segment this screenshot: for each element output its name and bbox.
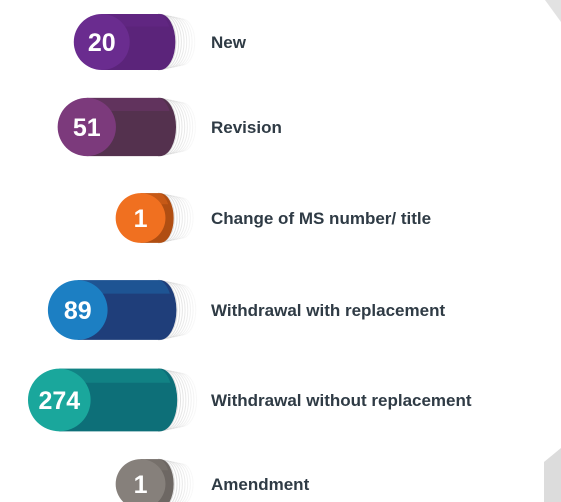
value-label: 1: [133, 471, 148, 499]
bar-revision: [58, 98, 196, 156]
bar-amendment: [116, 459, 193, 502]
corner-decoration-top: [545, 0, 561, 22]
value-label: 20: [87, 29, 116, 57]
bar-withdrawal-without-replacement: [28, 369, 197, 432]
category-label: Withdrawal with replacement: [211, 301, 446, 320]
category-label: Revision: [211, 118, 282, 137]
bar-new: [74, 14, 195, 70]
bar-change-of-ms-number-title: [116, 193, 193, 243]
value-label: 274: [38, 387, 81, 415]
corner-decoration-bottom: [544, 448, 561, 502]
category-label: New: [211, 33, 246, 52]
category-label: Withdrawal without replacement: [211, 391, 472, 410]
value-label: 1: [133, 205, 148, 233]
category-label: Change of MS number/ title: [211, 209, 432, 228]
value-label: 51: [72, 114, 101, 142]
value-label: 89: [63, 297, 92, 325]
category-label: Amendment: [211, 475, 310, 494]
bar-withdrawal-with-replacement: [48, 280, 196, 340]
